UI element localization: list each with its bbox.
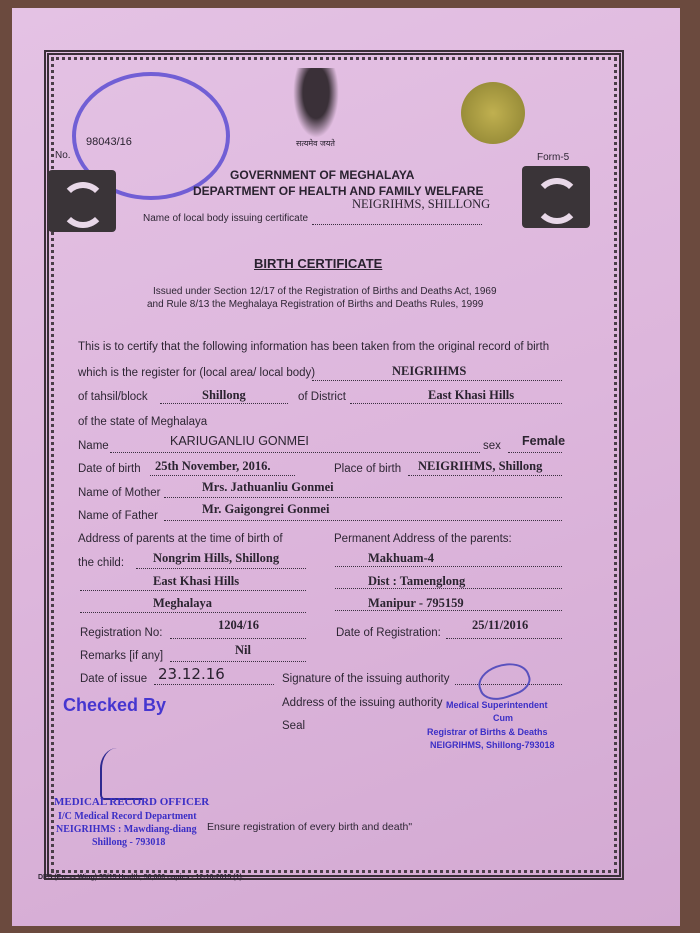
registration-date: 25/11/2016 [472, 618, 529, 632]
local-body-name: NEIGRIHMS, SHILLONG [352, 197, 491, 211]
local-body-label: Name of local body issuing certificate [143, 213, 309, 224]
checked-by-stamp: Checked By [63, 695, 167, 715]
officer-stamp-line-1: MEDICAL RECORD OFFICER [54, 796, 210, 808]
district-label: of District [298, 391, 346, 403]
remarks-value: Nil [235, 643, 251, 657]
form-number: Form-5 [537, 152, 570, 163]
father-name: Mr. Gaigongrei Gonmei [202, 502, 330, 516]
issued-under-line-1: Issued under Section 12/17 of the Registration of Births and Deaths Act, 1969 [153, 286, 497, 297]
tahsil-label: of tahsil/block [78, 391, 148, 403]
sex-label: sex [483, 440, 501, 452]
registration-date-label: Date of Registration: [336, 627, 441, 639]
register-value: NEIGRIHMS [392, 364, 467, 378]
certify-text: This is to certify that the following information has been taken from the original record of birth [78, 341, 550, 353]
authority-stamp-line-4: NEIGRIHMS, Shillong-793018 [430, 740, 555, 750]
pob-label: Place of birth [334, 463, 402, 475]
issued-under-line-2: and Rule 8/13 the Meghalaya Registration of Births and Deaths Rules, 1999 [147, 299, 484, 310]
officer-stamp-line-2: I/C Medical Record Department [58, 811, 197, 822]
authority-stamp-line-3: Registrar of Births & Deaths [427, 727, 548, 737]
authority-stamp-line-1: Medical Superintendent [446, 700, 548, 710]
certificate-title: BIRTH CERTIFICATE [254, 256, 383, 271]
number-label: No. [55, 150, 71, 161]
mother-name: Mrs. Jathuanliu Gonmei [202, 480, 334, 494]
address-at-birth-line-1: Nongrim Hills, Shillong [153, 551, 280, 565]
registration-number: 1204/16 [218, 618, 259, 632]
officer-stamp-line-3: NEIGRIHMS : Mawdiang-diang [56, 824, 197, 835]
permanent-address-line-1: Makhuam-4 [368, 551, 434, 565]
tahsil-value: Shillong [202, 388, 246, 402]
department-name: DEPARTMENT OF HEALTH AND FAMILY WELFARE [193, 184, 484, 198]
address-at-birth-label: Address of parents at the time of birth of [78, 533, 283, 545]
authority-stamp-line-2: Cum [493, 713, 513, 723]
pob-value: NEIGRIHMS, Shillong [418, 459, 543, 473]
printer-footer: DPS (Press Wing) 35/15 Health, 50,000 copies - 12-10-2015 (1). [38, 874, 244, 881]
issuing-authority-address-label: Address of the issuing authority [282, 697, 443, 709]
father-label: Name of Father [78, 510, 158, 522]
officer-signature [100, 748, 142, 800]
left-logo-icon [48, 170, 116, 232]
state-label: of the state of Meghalaya [78, 416, 208, 428]
address-at-birth-label-2: the child: [78, 557, 125, 569]
hologram-seal [461, 82, 525, 144]
mother-label: Name of Mother [78, 487, 161, 499]
register-label: which is the register for (local area/ local body) [78, 367, 316, 379]
certificate-number: 98043/16 [86, 136, 132, 148]
registration-number-label: Registration No: [80, 627, 163, 639]
name-label: Name [78, 440, 109, 452]
signature-label: Signature of the issuing authority [282, 673, 450, 685]
child-name: KARIUGANLIU GONMEI [170, 434, 309, 448]
permanent-address-label: Permanent Address of the parents: [334, 533, 512, 545]
right-logo-icon [522, 166, 590, 228]
officer-stamp-line-4: Shillong - 793018 [92, 837, 166, 848]
issue-date-label: Date of issue [80, 673, 148, 685]
sex-value: Female [522, 434, 566, 448]
address-at-birth-line-3: Meghalaya [153, 596, 213, 610]
dob-label: Date of birth [78, 463, 141, 475]
slogan: Ensure registration of every birth and death" [207, 821, 413, 833]
state-emblem-icon [293, 68, 339, 138]
district-value: East Khasi Hills [428, 388, 515, 402]
remarks-label: Remarks [if any] [80, 650, 164, 662]
dob-value: 25th November, 2016. [155, 459, 271, 473]
government-name: GOVERNMENT OF MEGHALAYA [230, 168, 415, 182]
permanent-address-line-2: Dist : Tamenglong [368, 574, 466, 588]
address-at-birth-line-2: East Khasi Hills [153, 574, 240, 588]
emblem-motto: सत्यमेव जयते [296, 139, 335, 148]
issue-date: 23.12.16 [158, 665, 225, 683]
seal-label: Seal [282, 720, 306, 732]
permanent-address-line-3: Manipur - 795159 [368, 596, 464, 610]
